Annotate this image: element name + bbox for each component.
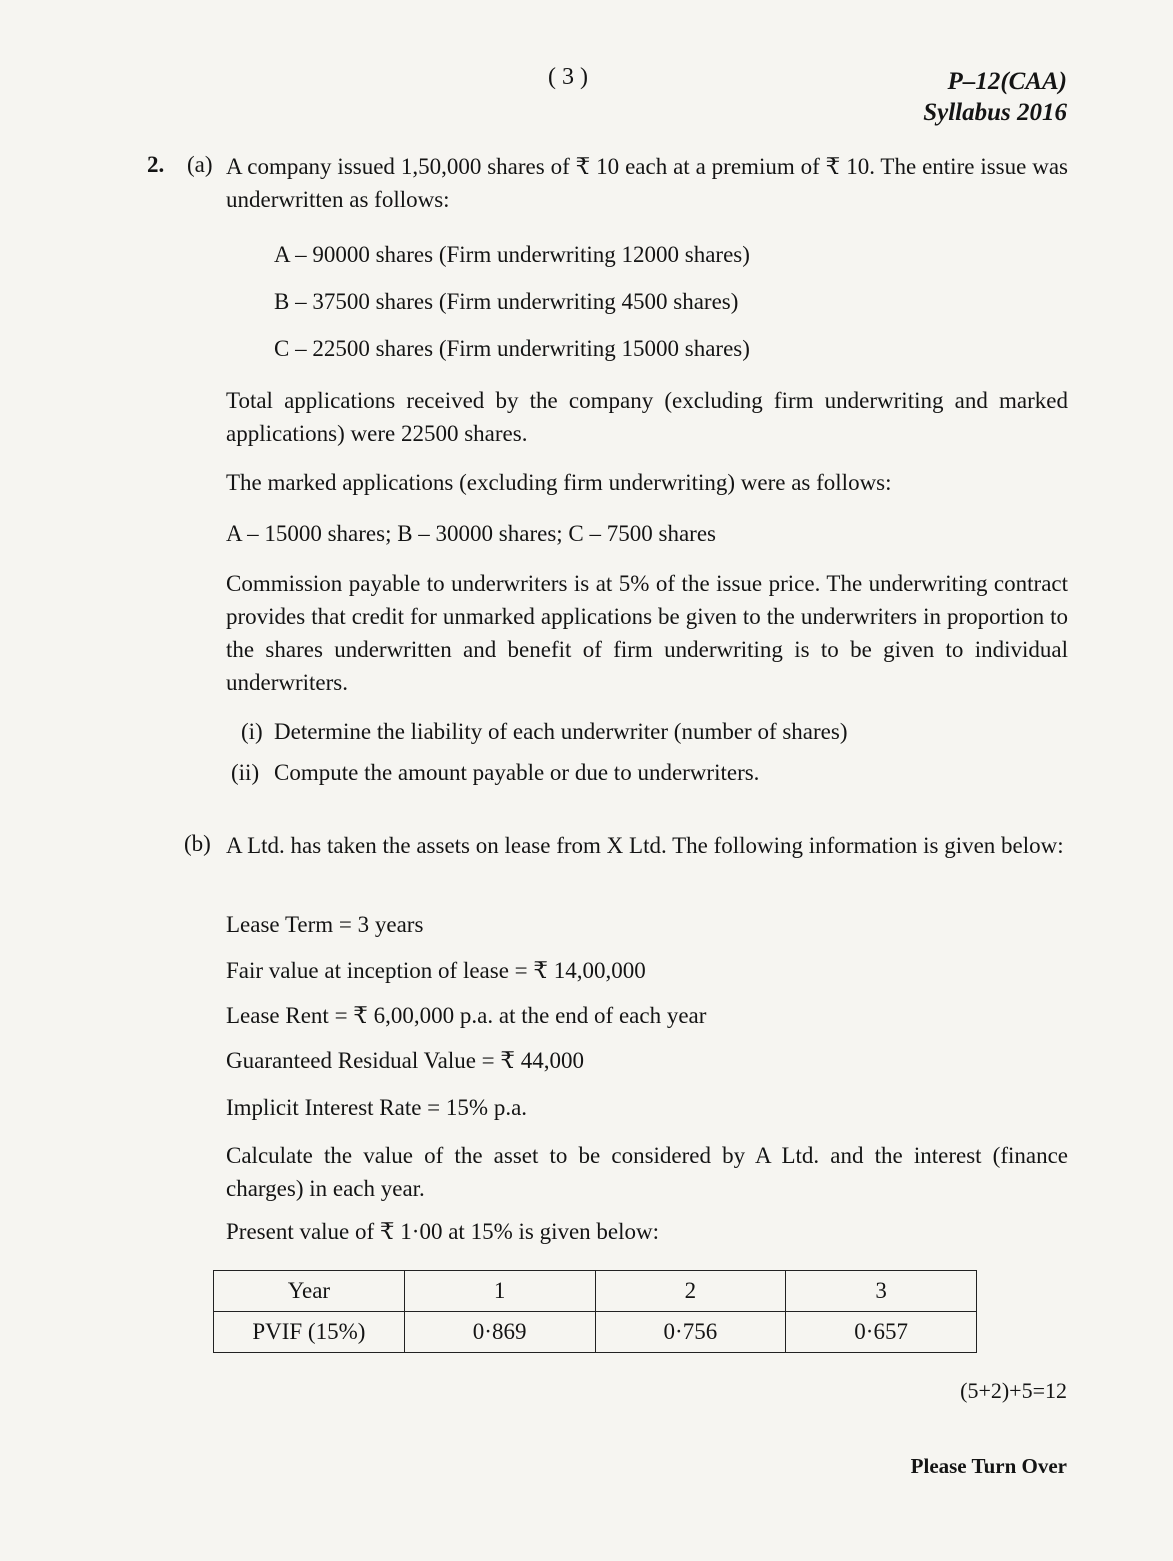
total-applications-text: Total applications received by the company (excluding firm underwriting and marked applications) were 22500 shares. — [226, 388, 1068, 446]
table-cell: 2 — [595, 1271, 786, 1312]
paper-code: P–12(CAA) — [947, 68, 1067, 95]
question-number: 2. — [147, 152, 165, 177]
pv-intro: Present value of ₹ 1·00 at 15% is given below: — [226, 1219, 660, 1244]
table-cell: 1 — [404, 1271, 595, 1312]
table-cell: PVIF (15%) — [214, 1312, 405, 1353]
syllabus-label: Syllabus 2016 — [923, 99, 1067, 126]
implicit-interest-rate: Implicit Interest Rate = 15% p.a. — [226, 1095, 528, 1120]
please-turn-over: Please Turn Over — [910, 1454, 1067, 1478]
marked-applications-intro: The marked applications (excluding firm underwriting) were as follows: — [226, 470, 892, 495]
part-b-task: Calculate the value of the asset to be considered by A Ltd. and the interest (finance charges) in each year. — [226, 1143, 1068, 1201]
part-b-label: (b) — [184, 831, 211, 856]
pvif-header-row — [214, 1271, 977, 1312]
subquestion-i-number: (i) — [241, 719, 263, 744]
part-a-intro: A company issued 1,50,000 shares of ₹ 10 each at a premium of ₹ 10. The entire issue was underwritten as follows: — [226, 154, 1068, 212]
table-cell: 3 — [786, 1271, 977, 1312]
table-cell: 0·756 — [595, 1312, 786, 1353]
page-number: ( 3 ) — [548, 64, 588, 90]
pvif-table — [213, 1270, 977, 1353]
marked-applications-list: A – 15000 shares; B – 30000 shares; C – 7500 shares — [226, 521, 716, 546]
part-a-label: (a) — [187, 152, 213, 177]
subquestion-ii-text: Compute the amount payable or due to underwriters. — [274, 760, 760, 785]
commission-paragraph: Commission payable to underwriters is at 5% of the issue price. The underwriting contract provides that credit for unmarked applications be given to the underwriters in proportion to the shares underwritten and benefit of firm underwriting is to be given to individual underwriters. — [226, 571, 1068, 695]
underwriter-c: C – 22500 shares (Firm underwriting 15000 shares) — [274, 336, 750, 361]
subquestion-ii-number: (ii) — [231, 760, 260, 785]
lease-rent: Lease Rent = ₹ 6,00,000 p.a. at the end of each year — [226, 1003, 707, 1028]
paper-code-block — [923, 66, 1067, 128]
lease-term: Lease Term = 3 years — [226, 912, 424, 937]
pvif-value-row — [214, 1312, 977, 1353]
table-cell: 0·869 — [404, 1312, 595, 1353]
marks-allocation: (5+2)+5=12 — [960, 1378, 1067, 1403]
guaranteed-residual-value: Guaranteed Residual Value = ₹ 44,000 — [226, 1048, 585, 1073]
underwriter-a: A – 90000 shares (Firm underwriting 12000 shares) — [274, 242, 750, 267]
table-cell: Year — [214, 1271, 405, 1312]
part-b-intro: A Ltd. has taken the assets on lease from X Ltd. The following information is given below: — [226, 833, 1064, 858]
underwriter-b: B – 37500 shares (Firm underwriting 4500 shares) — [274, 289, 739, 314]
fair-value: Fair value at inception of lease = ₹ 14,00,000 — [226, 958, 646, 983]
table-cell: 0·657 — [786, 1312, 977, 1353]
subquestion-i-text: Determine the liability of each underwriter (number of shares) — [274, 719, 848, 744]
